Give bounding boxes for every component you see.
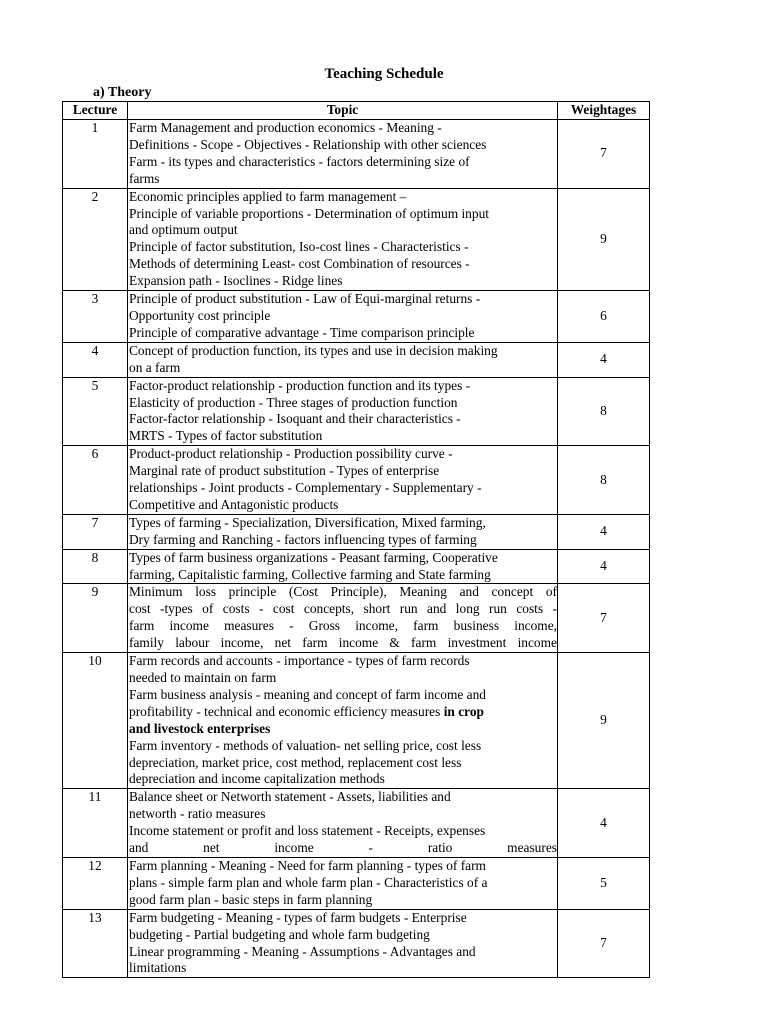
topic-line: depreciation, market price, cost method, replacement cost less (129, 754, 462, 770)
topic-line: farming, Capitalistic farming, Collective farming and State farming (129, 566, 491, 582)
table-row (63, 909, 650, 978)
table-row (63, 342, 650, 377)
topic-line: Concept of production function, its types and use in decision making (129, 342, 498, 358)
lecture-number: 3 (63, 291, 128, 343)
table-row (63, 446, 650, 515)
topic-cell (128, 514, 558, 549)
topic-line: Types of farming - Specialization, Diversification, Mixed farming, (129, 514, 486, 530)
weightage-value: 8 (558, 446, 650, 515)
weightage-value: 7 (558, 120, 650, 189)
topic-line: Income statement or profit and loss statement - Receipts, expenses (129, 823, 486, 839)
topic-line: Economic principles applied to farm management – (129, 188, 407, 204)
weightage-value: 9 (558, 653, 650, 789)
schedule-table (62, 101, 650, 978)
weightage-value: 5 (558, 857, 650, 909)
topic-line: family labour income, net farm income & farm investment income (129, 635, 557, 651)
section-heading: a) Theory (93, 85, 152, 100)
topic-cell (128, 291, 558, 343)
topic-line: Product-product relationship - Production possibility curve - (129, 446, 453, 462)
topic-line: Factor-factor relationship - Isoquant and their characteristics - (129, 411, 461, 427)
weightage-value: 8 (558, 377, 650, 446)
topic-line: Farm Management and production economics - Meaning - (129, 120, 442, 135)
topic-line: Farm planning - Meaning - Need for farm planning - types of farm (129, 857, 486, 873)
weightage-value: 4 (558, 549, 650, 584)
topic-line: Factor-product relationship - production function and its types - (129, 377, 471, 393)
topic-line: Dry farming and Ranching - factors influencing types of farming (129, 531, 477, 547)
topic-line: Methods of determining Least- cost Combination of resources - (129, 256, 470, 272)
topic-line: Linear programming - Meaning - Assumptions - Advantages and (129, 943, 476, 959)
topic-line: Elasticity of production - Three stages of production function (129, 394, 458, 410)
lecture-number: 1 (63, 120, 128, 189)
lecture-number: 13 (63, 909, 128, 978)
lecture-number: 4 (63, 342, 128, 377)
header-topic: Topic (128, 102, 558, 120)
lecture-number: 12 (63, 857, 128, 909)
table-row (63, 584, 650, 653)
topic-line: and optimum output (129, 222, 238, 238)
topic-line: Definitions - Scope - Objectives - Relationship with other sciences (129, 136, 487, 152)
topic-line: depreciation and income capitalization methods (129, 771, 385, 787)
topic-line: Principle of variable proportions - Determination of optimum input (129, 205, 489, 221)
topic-line: limitations (129, 960, 187, 976)
topic-line: Principle of comparative advantage - Time comparison principle (129, 324, 475, 340)
table-header-row (63, 102, 650, 120)
lecture-number: 6 (63, 446, 128, 515)
topic-line: Expansion path - Isoclines - Ridge lines (129, 273, 343, 289)
topic-cell (128, 549, 558, 584)
table-row (63, 857, 650, 909)
topic-line: farms (129, 170, 160, 186)
topic-line: good farm plan - basic steps in farm planning (129, 891, 373, 907)
topic-line: Principle of factor substitution, Iso-cost lines - Characteristics - (129, 239, 469, 255)
topic-line: cost -types of costs - cost concepts, short run and long run costs - (129, 601, 557, 617)
topic-line: MRTS - Types of factor substitution (129, 428, 323, 444)
weightage-value: 6 (558, 291, 650, 343)
topic-line: Opportunity cost principle (129, 307, 271, 323)
topic-cell (128, 342, 558, 377)
topic-line: plans - simple farm plan and whole farm plan - Characteristics of a (129, 874, 488, 890)
table-row (63, 188, 650, 290)
topic-line: and net income - ratio measures (129, 840, 557, 856)
topic-line: on a farm (129, 359, 181, 375)
topic-cell (128, 789, 558, 858)
topic-line: Farm inventory - methods of valuation- net selling price, cost less (129, 737, 482, 753)
topic-line: networth - ratio measures (129, 806, 266, 822)
topic-line: Competitive and Antagonistic products (129, 496, 339, 512)
lecture-number: 7 (63, 514, 128, 549)
weightage-value: 4 (558, 789, 650, 858)
topic-line: budgeting - Partial budgeting and whole farm budgeting (129, 926, 430, 942)
table-row (63, 291, 650, 343)
lecture-number: 2 (63, 188, 128, 290)
topic-line: farm income measures - Gross income, farm business income, (129, 618, 557, 634)
topic-line: Farm records and accounts - importance - types of farm records (129, 653, 470, 669)
topic-line-text: profitability - technical and economic efficiency measures (129, 703, 441, 719)
weightage-value: 7 (558, 584, 650, 653)
topic-line: Balance sheet or Networth statement - Assets, liabilities and (129, 789, 451, 805)
topic-cell (128, 377, 558, 446)
header-weightage: Weightages (558, 102, 650, 120)
topic-line-bold-tail: in crop (443, 703, 484, 719)
topic-line: and livestock enterprises (129, 720, 271, 736)
weightage-value: 4 (558, 514, 650, 549)
header-lecture: Lecture (63, 102, 128, 120)
topic-line: Principle of product substitution - Law of Equi-marginal returns - (129, 291, 481, 307)
lecture-number: 11 (63, 789, 128, 858)
topic-line: needed to maintain on farm (129, 670, 277, 685)
lecture-number: 9 (63, 584, 128, 653)
topic-line: Farm business analysis - meaning and concept of farm income and (129, 686, 486, 702)
topic-line (129, 704, 557, 721)
table-row (63, 653, 650, 789)
topic-line: Types of farm business organizations - Peasant farming, Cooperative (129, 549, 498, 565)
topic-cell (128, 120, 558, 189)
topic-cell (128, 857, 558, 909)
lecture-number: 10 (63, 653, 128, 789)
table-row (63, 549, 650, 584)
table-row (63, 377, 650, 446)
topic-cell (128, 653, 558, 789)
lecture-number: 8 (63, 549, 128, 584)
topic-cell (128, 188, 558, 290)
topic-cell (128, 584, 558, 653)
weightage-value: 4 (558, 342, 650, 377)
table-row (63, 120, 650, 189)
topic-cell (128, 909, 558, 978)
table-row (63, 789, 650, 858)
topic-cell (128, 446, 558, 515)
topic-line: relationships - Joint products - Complementary - Supplementary - (129, 480, 482, 496)
topic-line: Minimum loss principle (Cost Principle), Meaning and concept of (129, 584, 557, 600)
topic-line: Marginal rate of product substitution - Types of enterprise (129, 463, 440, 479)
weightage-value: 7 (558, 909, 650, 978)
lecture-number: 5 (63, 377, 128, 446)
table-row (63, 514, 650, 549)
topic-line: Farm budgeting - Meaning - types of farm budgets - Enterprise (129, 909, 467, 925)
page-title: Teaching Schedule (324, 66, 444, 82)
topic-line: Farm - its types and characteristics - factors determining size of (129, 153, 470, 169)
weightage-value: 9 (558, 188, 650, 290)
